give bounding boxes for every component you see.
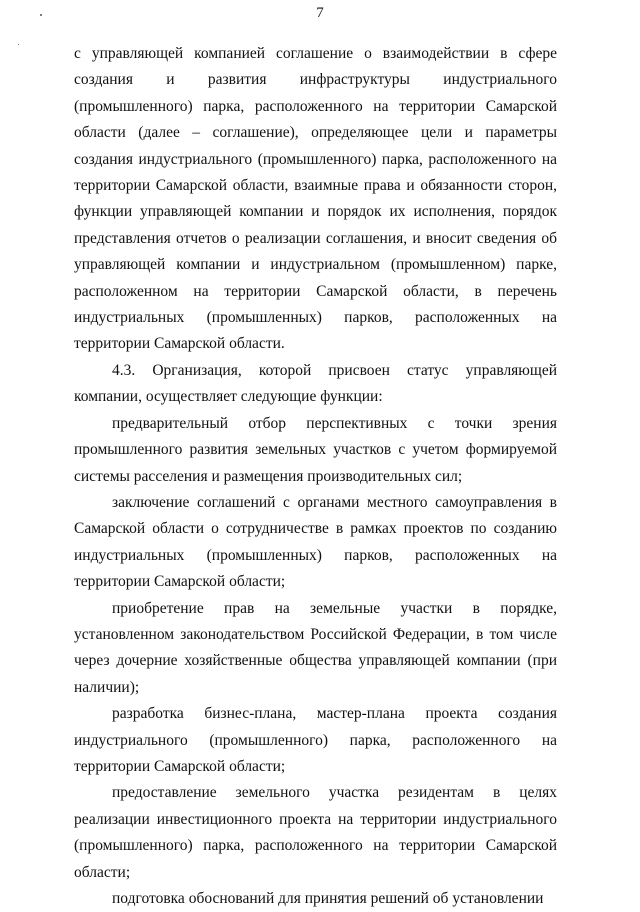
paragraph-function-business-plan: разработка бизнес-плана, мастер-плана проекта создания индустриального (промышленного) парка, расположенного на территории Самарской области;	[74, 705, 557, 775]
page-number: 7	[316, 5, 324, 21]
scan-speck	[18, 44, 19, 45]
document-body	[74, 41, 557, 912]
paragraph-agreement-continuation: с управляющей компанией соглашение о взаимодействии в сфере создания и развития инфраструктуры индустриального (промышленного) парка, расположенного на территории Самарской области (далее – соглашение), определяющее цели и параметры создания индустриального (промышленного) парка, расположенного на территории Самарской области, взаимные права и обязанности сторон, функции управляющей компании и порядок их исполнения, порядок представления отчетов о реализации соглашения, и вносит сведения об управляющей компании и индустриальном (промышленном) парке, расположенном на территории Самарской области, в перечень индустриальных (промышленных) парков, расположенных на территории Самарской области.	[74, 45, 557, 353]
paragraph-function-land-provision: предоставление земельного участка резидентам в целях реализации инвестиционного проекта на территории индустриального (промышленного) парка, расположенного на территории Самарской области;	[74, 784, 557, 881]
paragraph-function-site-selection: предварительный отбор перспективных с точки зрения промышленного развития земельных участков с учетом формируемой системы расселения и размещения производительных сил;	[74, 414, 557, 485]
paragraph-function-land-rights: приобретение прав на земельные участки в порядке, установленном законодательством Российской Федерации, в том числе через дочерние хозяйственные общества управляющей компании (при наличии);	[74, 599, 557, 696]
paragraph-function-justification: подготовка обоснований для принятия решений об установлении	[112, 890, 544, 907]
paragraph-section-4-3: 4.3. Организация, которой присвоен статус управляющей компании, осуществляет следующие функции:	[74, 361, 557, 406]
paragraph-function-agreements: заключение соглашений с органами местного самоуправления в Самарской области о сотрудничестве в рамках проектов по созданию индустриальных (промышленных) парков, расположенных на территории Самарской области;	[74, 493, 557, 591]
